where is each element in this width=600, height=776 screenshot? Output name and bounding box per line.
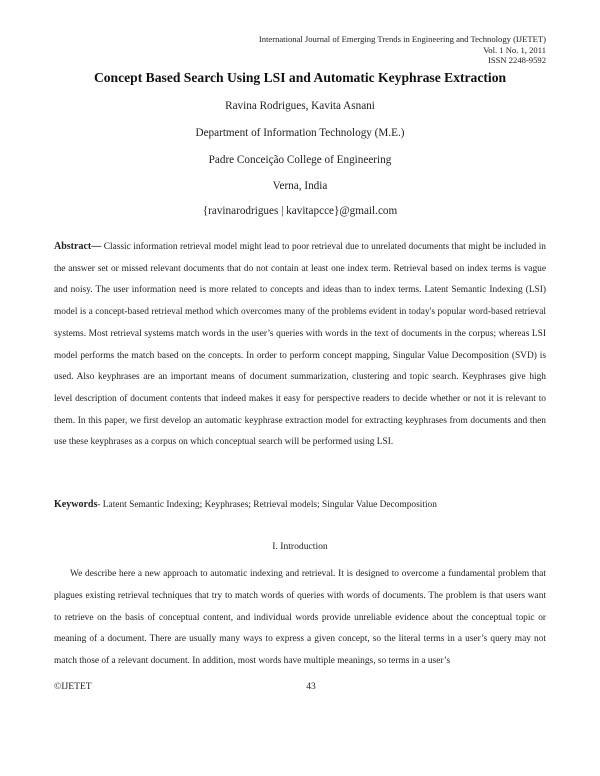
author-location: Verna, India	[272, 180, 328, 192]
abstract-text: Classic information retrieval model might lead to poor retrieval due to unrelated documents that might be included in the answer set or missed relevant documents that do not contain at least one index term. Retrieval based on index terms is vague and noisy. The user information need is more related to concepts and ideas than to index terms. Latent Semantic Indexing (LSI) model is a concept-based retrieval method which overcomes many of the problems evident in today's popular word-based retrieval systems. Most retrieval systems match words in the user’s queries with words in the text of documents in the corpus; whereas LSI model performs the match based on the concepts. In order to perform concept mapping, Singular Value Decomposition (SVD) is used. Also keyphrases are an important means of document summarization, clustering and topic search. Keyphrases give high level description of document contents that indeed makes it easy for perspective readers to decide whether or not it is relevant to them. In this paper, we first develop an automatic keyphrase extraction model for extracting keyphrases from documents and then use these keyphrases as a corpus on which conceptual search will be performed using LSI.	[54, 242, 546, 448]
abstract-label: Abstract—	[54, 241, 102, 252]
paper-authors: Ravina Rodrigues, Kavita Asnani	[225, 100, 375, 112]
journal-volume: Vol. 1 No. 1, 2011	[483, 44, 546, 55]
footer-copyright: ©IJETET	[54, 681, 92, 692]
author-email: {ravinarodrigues | kavitapcce}@gmail.com	[202, 205, 398, 217]
keywords-text: - Latent Semantic Indexing; Keyphrases; Retrieval models; Singular Value Decomposition	[97, 500, 437, 510]
section-heading-introduction: I. Introduction	[272, 541, 328, 552]
author-department: Department of Information Technology (M.E.)	[195, 127, 405, 139]
paper-title: Concept Based Search Using LSI and Automatic Keyphrase Extraction	[93, 70, 507, 85]
abstract	[54, 236, 546, 454]
keywords-label: Keywords	[54, 499, 98, 510]
journal-issn: ISSN 2248-9592	[487, 55, 546, 66]
journal-header	[259, 34, 546, 66]
keywords	[54, 499, 546, 510]
introduction-paragraph: We describe here a new approach to automatic indexing and retrieval. It is designed to overcome a fundamental problem that plagues existing retrieval techniques that try to match words of queries with words of documents. The problem is that users want to retrieve on the basis of conceptual content, and individual words provide unreliable evidence about the conceptual topic or meaning of a document. There are usually many ways to express a given concept, so the literal terms in a user’s query may not match those of a relevant document. In addition, most words have multiple meanings, so terms in a user’s	[54, 569, 546, 667]
journal-name: International Journal of Emerging Trends in Engineering and Technology (IJETET)	[258, 34, 546, 44]
author-college: Padre Conceição College of Engineering	[208, 154, 392, 166]
page-number: 43	[306, 681, 316, 692]
